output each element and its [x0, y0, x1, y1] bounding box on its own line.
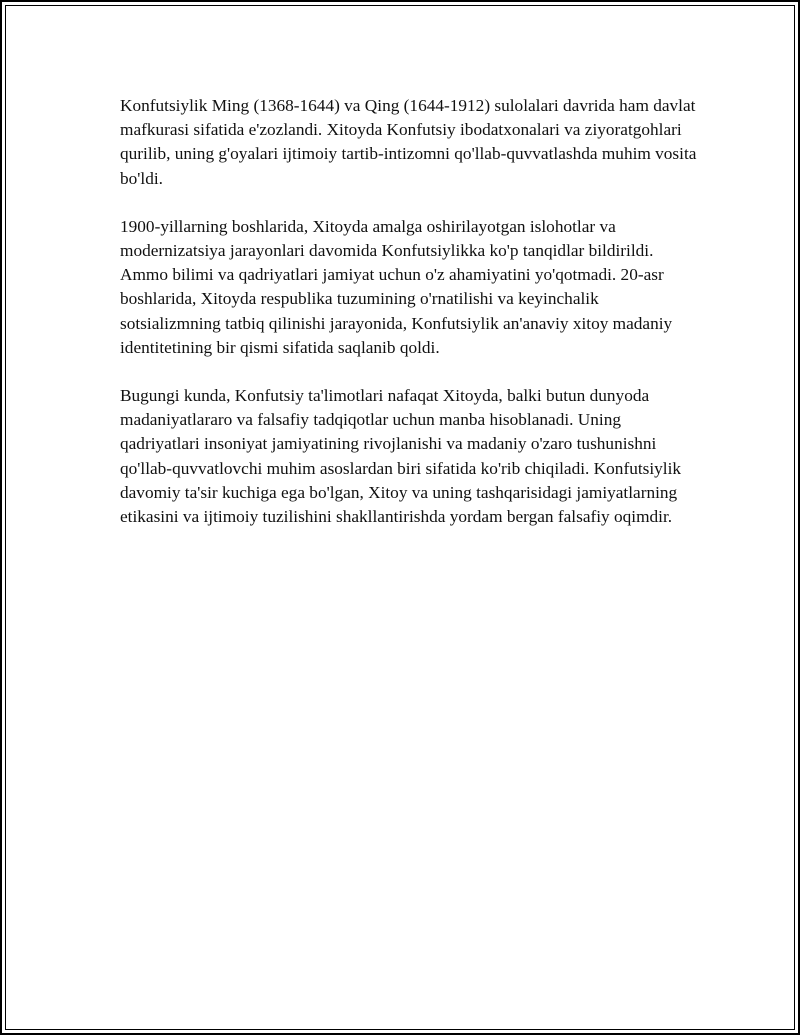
paragraph-3: Bugungi kunda, Konfutsiy ta'limotlari nafaqat Xitoyda, balki butun dunyoda madaniyatlararo va falsafiy tadqiqotlar uchun manba hisoblanadi. Uning qadriyatlari insoniyat jamiyatining rivojlanishi va madaniy o'zaro tushunishni qo'llab-quvvatlovchi muhim asoslardan biri sifatida ko'rib chiqiladi. Konfutsiylik davomiy ta'sir kuchiga ega bo'lgan, Xitoy va uning tashqarisidagi jamiyatlarning etikasini va ijtimoiy tuzilishini shakllantirishda yordam bergan falsafiy oqimdir.: [120, 386, 682, 527]
document-body: [120, 94, 700, 553]
paragraph-2: 1900-yillarning boshlarida, Xitoyda amalga oshirilayotgan islohotlar va modernizatsiya jarayonlari davomida Konfutsiylikka ko'p tanqidlar bildirildi. Ammo bilimi va qadriyatlari jamiyat uchun o'z ahamiyatini yo'qotmadi. 20-asr boshlarida, Xitoyda respublika tuzumining o'rnatilishi va keyinchalik sotsializmning tatbiq qilinishi jarayonida, Konfutsiylik an'anaviy xitoy madaniy identitetining bir qismi sifatida saqlanib qoldi.: [120, 216, 673, 357]
paragraph-1: Konfutsiylik Ming (1368-1644) va Qing (1644-1912) sulolalari davrida ham davlat mafkurasi sifatida e'zozlandi. Xitoyda Konfutsiy ibodatxonalari va ziyoratgohlari qurilib, uning g'oyalari ijtimoiy tartib-intizomni qo'llab-quvvatlashda muhim vosita bo'ldi.: [120, 96, 697, 188]
